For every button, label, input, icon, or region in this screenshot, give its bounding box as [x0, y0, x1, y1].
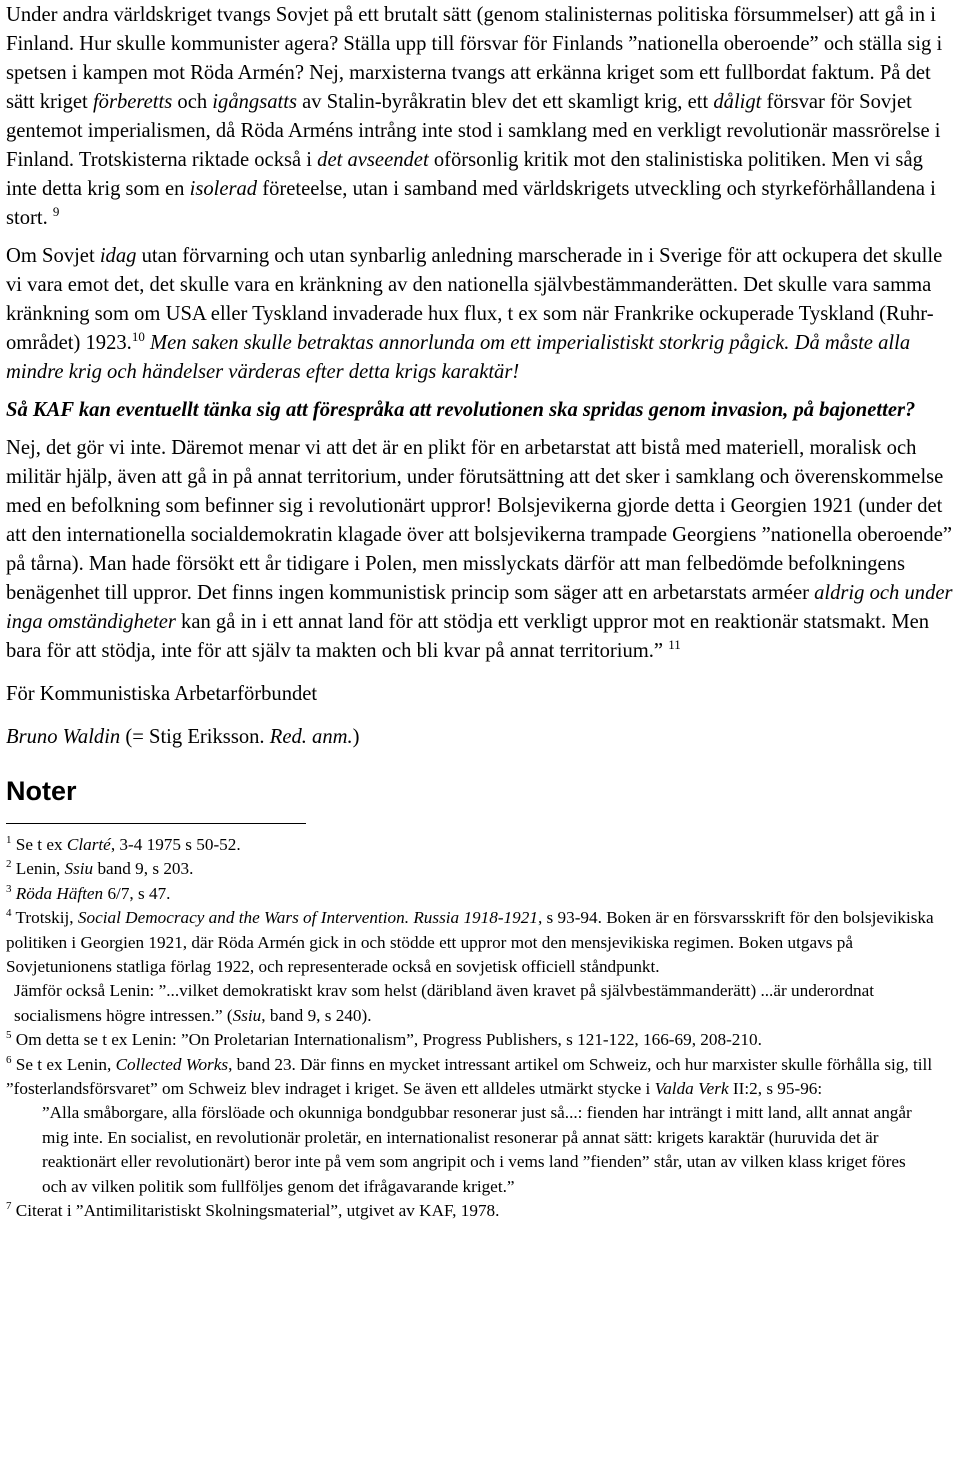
paragraph-finland: Under andra världskriget tvangs Sovjet på ett brutalt sätt (genom stalinisternas politiska försummelser) att gå in i Finland. Hur skulle kommunister agera? Ställa upp till försvar för Finlands ”nationella oberoende” och ställa sig i spetsen i kampen mot Röda Armén? Nej, marxisterna tvangs att erkänna kriget som ett fullbordat faktum. På det sätt kriget förberetts och igångsatts av Stalin-byråkratin blev det ett skamligt krig, ett dåligt försvar för Sovjet gentemot imperialismen, då Röda Arméns intrång inte stod i samklang med en verkligt revolutionär massrörelse i Finland. Trotskisterna riktade också i det avseendet oförsonlig kritik mot den stalinistiska politiken. Men vi såg inte detta krig som en isolerad företeelse, utan i samband med världskrigets utveckling och styrkeförhållandena i stort. $^9$ [6, 4, 943, 229]
document-page [6, 0, 956, 1224]
footnote-5: $^5$ Om detta se t ex Lenin: ”On Proletarian Internationalism”, Progress Publishers, s 121-122, 166-69, 208-210. [6, 1029, 762, 1050]
paragraph-sweden: Om Sovjet idag utan förvarning och utan synbarlig anledning marscherade in i Sverige för att ockupera det skulle vi vara emot det, det skulle vara en kränkning av den nationella självbestämmanderätten. Det skulle vara samma kränkning som om USA eller Tyskland invaderade hux flux, t ex som när Frankrike ockuperade Tyskland (Ruhr-området) 1923.10 Men saken skulle betraktas annorlunda om ett imperialistiskt storkrig pågick. Då måste alla mindre krig och händelser värderas efter detta krigs karaktär! [6, 245, 943, 383]
footnote-2: $^2$ Lenin, Ssiu band 9, s 203. [6, 858, 194, 879]
notes-divider [6, 823, 306, 824]
footnote-3: $^3$ Röda Häften 6/7, s 47. [6, 882, 171, 903]
footnote-ref-9: 9 [52, 204, 60, 219]
footnote-ref-10: 10 [131, 329, 145, 344]
footnote-ref-11: 11 [668, 637, 681, 652]
footnote-4: $^4$ Trotskij, Social Democracy and the Wars of Intervention. Russia 1918-1921, s 93-94. Boken är en försvarsskrift för den bolsjevikiska politiken i Georgien 1921, där Röda Armén gick in och stödde ett uppror mot den mensjevikiska regimen. Boken utgavs på Sovjetunionens statliga förlag 1922, och representerade också en sovjetisk officiell ståndpunkt. [6, 907, 934, 977]
notes-heading: Noter [6, 776, 77, 806]
signature-name: Bruno Waldin (= Stig Eriksson. Red. anm.) [6, 726, 360, 748]
signature-organisation: För Kommunistiska Arbetarförbundet [6, 683, 318, 705]
footnote-1: $^1$ Se t ex Clarté, 3-4 1975 s 50-52. [6, 834, 241, 854]
footnote-6: $^6$ Se t ex Lenin, Collected Works, band 23. Där finns en mycket intressant artikel om Schweiz, och hur marxister skulle förhålla sig, till ”fosterlandsförsvaret” om Schweiz blev indraget i kriget. Se även ett alldeles utmärkt stycke i Valda Verk II:2, s 95-96: [6, 1053, 933, 1099]
paragraph-answer: Nej, det gör vi inte. Däremot menar vi att det är en plikt för en arbetarstat att bistå med materiell, moralisk och militär hjälp, även att gå in på annat territorium, under förutsättning att det sker i samklang och överenskommelse med en befolkning som befinner sig i revolutionärt uppror! Bolsjevikerna gjorde detta i Georgien 1921 (under det att den internationella socialdemokratin klagade över att bolsjevikerna trampade Georgiens ”nationella oberoende” på tårna). Man hade försökt ett år tidigare i Polen, men misslyckats därför att man felbedömde befolkningens benägenhet till uppror. Det finns ingen kommunistisk princip som säger att en arbetarstats arméer aldrig och under inga omständigheter kan gå in i ett annat land för att stödja ett verkligt uppror mot en reaktionär statsmakt. Men bara för att stödja, inte för att själv ta makten och bli kvar på annat territorium.” $^{11}$ [6, 437, 953, 662]
footnote-7: $^7$ Citerat i ”Antimilitaristiskt Skolningsmaterial”, utgivet av KAF, 1978. [6, 1200, 500, 1221]
question-heading: Så KAF kan eventuellt tänka sig att förespråka att revolutionen ska spridas genom invasion, på bajonetter? [6, 399, 916, 421]
footnotes [6, 833, 956, 1224]
footnote-4-continuation: Jämför också Lenin: ”...vilket demokratiskt krav som helst (däribland även kravet på självbestämmanderätt) ...är underordnat socialismens högre intressen.” (Ssiu, band 9, s 240). [14, 981, 875, 1025]
footnote-6-quote: ”Alla småborgare, alla förslöade och okunniga bondgubbar resonerar just så...: fienden har inträngt i mitt land, allt annat angår mig inte. En socialist, en revolutionär proletär, en internationalist resonerar på annat sätt: krigets karaktär (huruvida det är reaktionärt eller revolutionärt) beror inte på vem som angripit och i vems land ”fienden” står, utan av vilken klass kriget föres och av vilken politik som fullföljes genom det ifrågavarande kriget.” [42, 1103, 912, 1196]
